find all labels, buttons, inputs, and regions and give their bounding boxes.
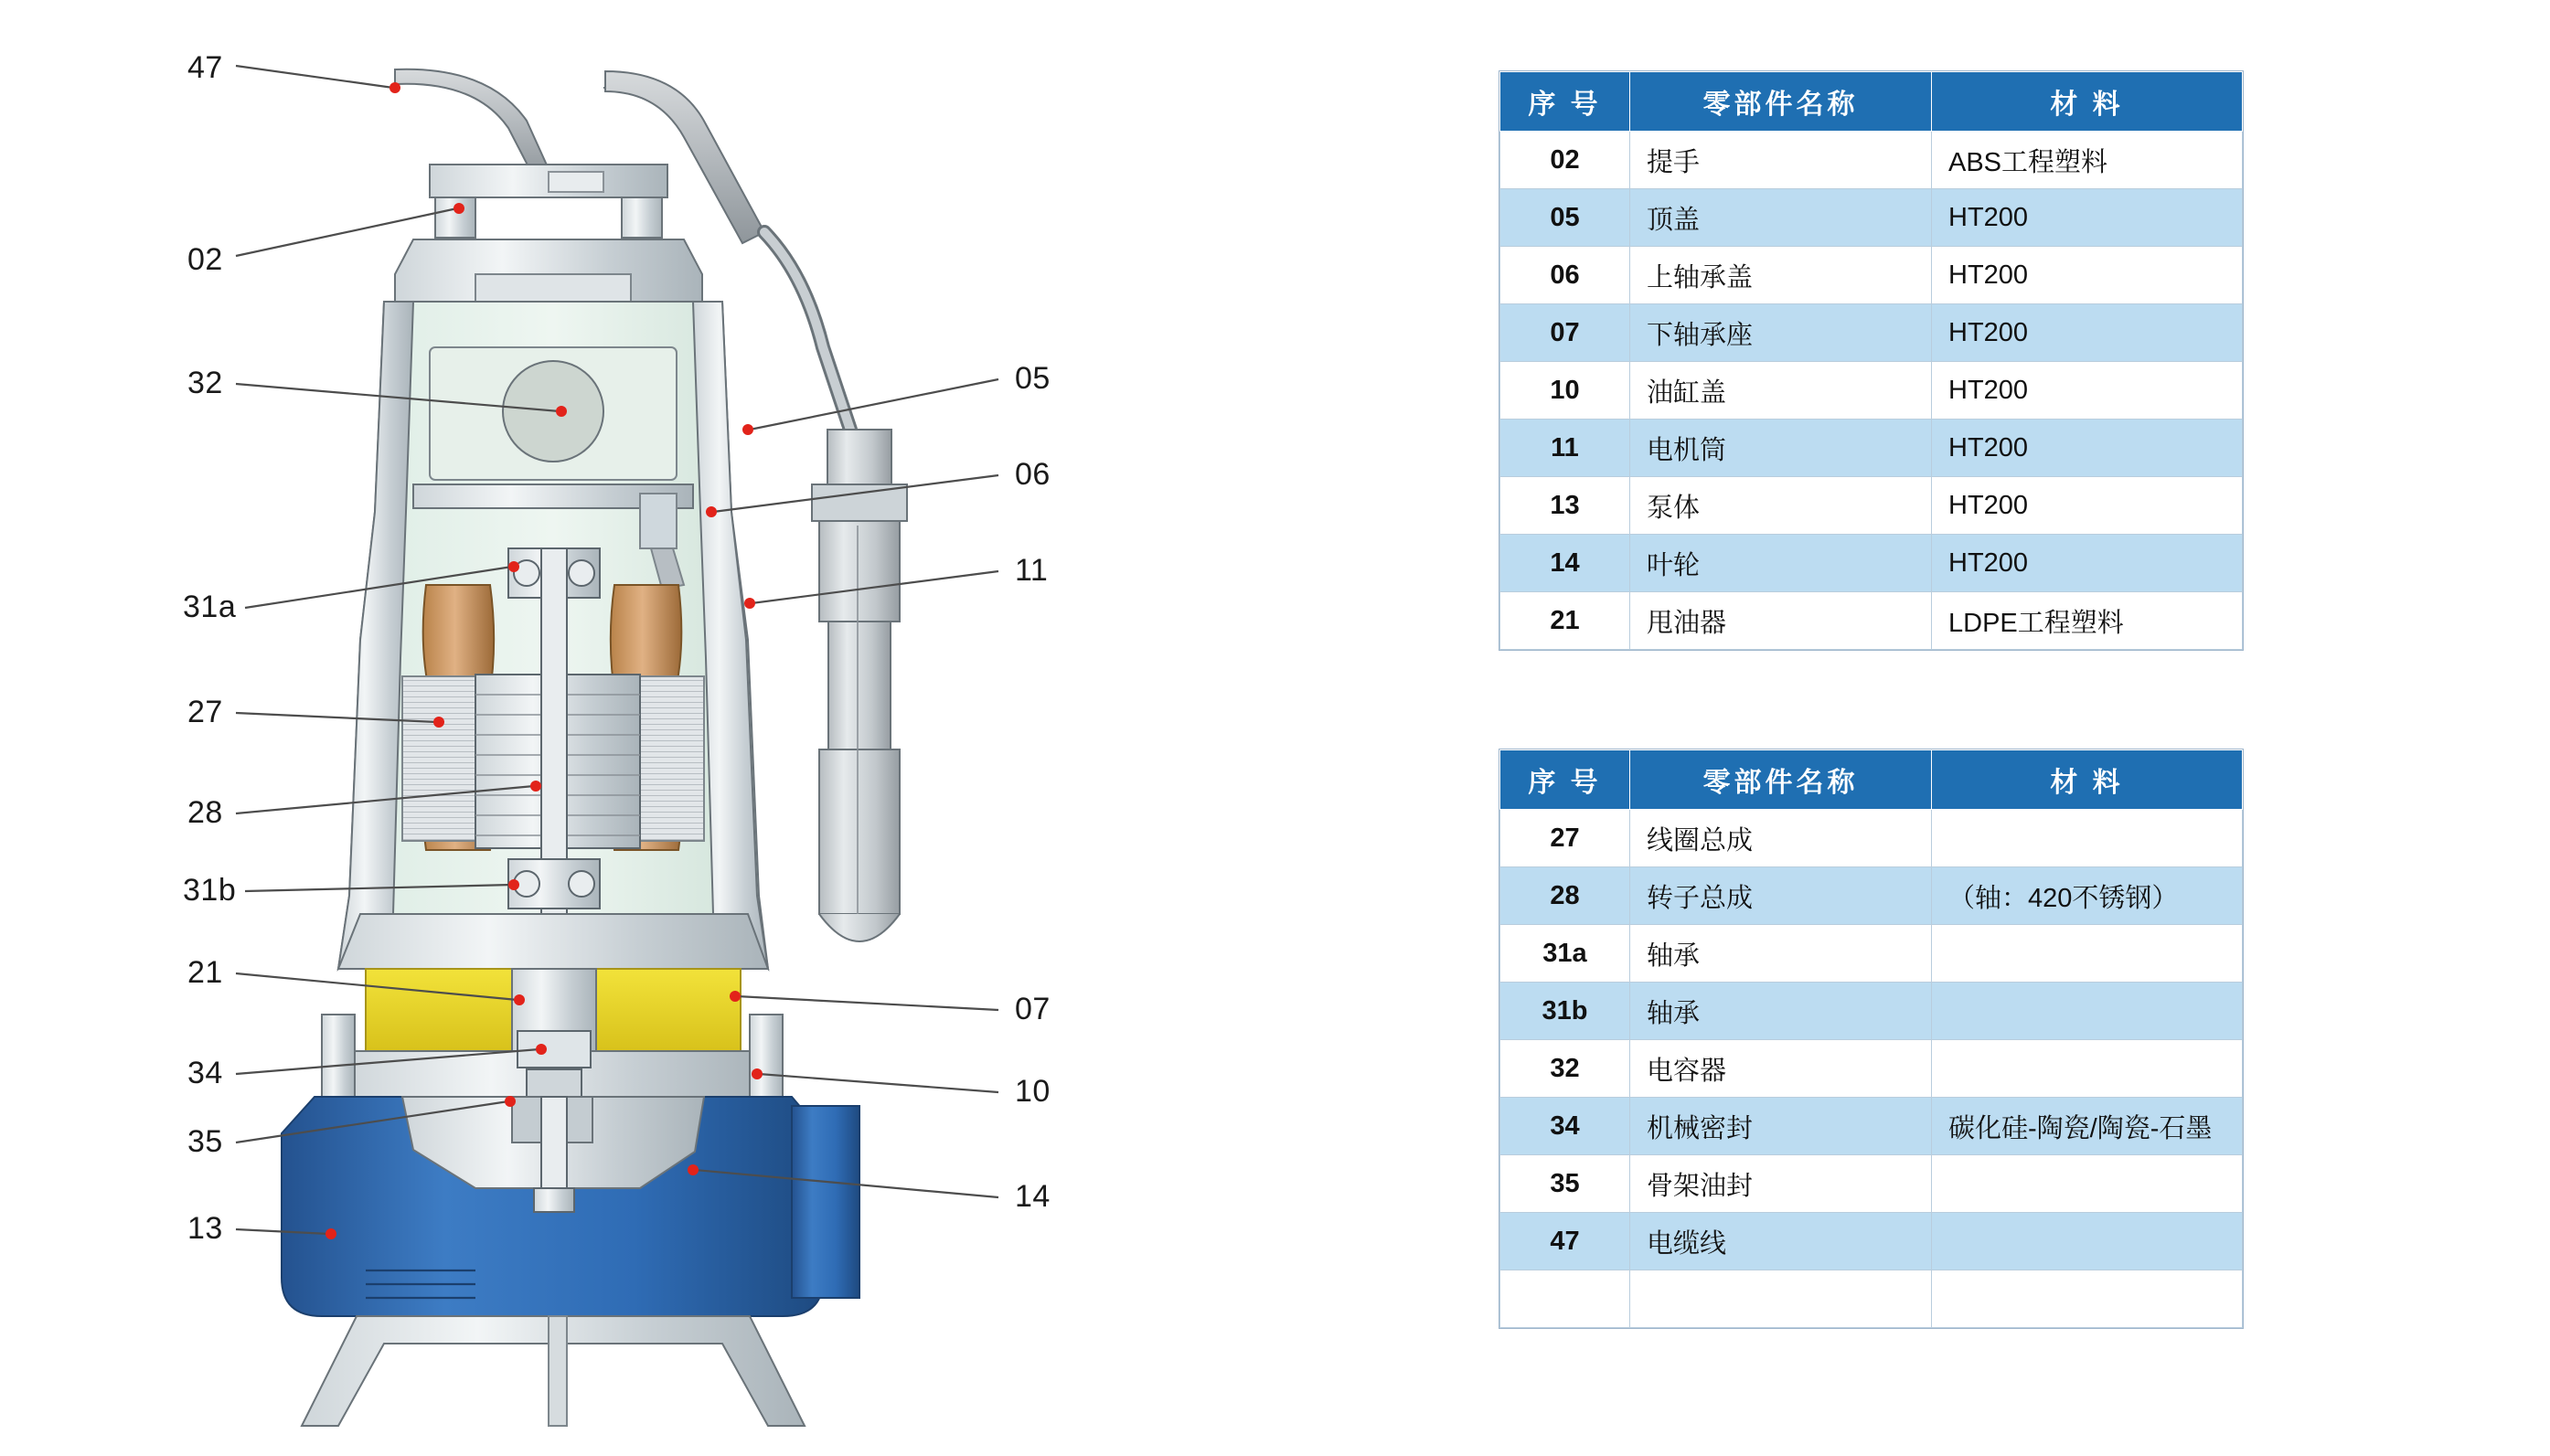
- callout-32: 32: [187, 366, 223, 400]
- cell-no: 27: [1500, 810, 1630, 867]
- cell-no: 10: [1500, 362, 1630, 420]
- callout-07: 07: [1015, 992, 1051, 1026]
- cell-mat: LDPE工程塑料: [1932, 592, 2243, 650]
- callout-31a: 31a: [183, 590, 237, 624]
- cell-part: 叶轮: [1630, 535, 1932, 592]
- cell-part: 电缆线: [1630, 1213, 1932, 1270]
- cell-no: 07: [1500, 304, 1630, 362]
- table-row: [1500, 1098, 2243, 1155]
- table-row: [1500, 477, 2243, 535]
- cell-no: 28: [1500, 867, 1630, 925]
- header-no: 序 号: [1500, 72, 1630, 132]
- cell-part: 泵体: [1630, 477, 1932, 535]
- cell-part: 轴承: [1630, 925, 1932, 983]
- table-header-row: [1500, 72, 2243, 132]
- cell-mat: HT200: [1932, 420, 2243, 477]
- cell-part: 线圈总成: [1630, 810, 1932, 867]
- header-no: 序 号: [1500, 750, 1630, 810]
- callout-14: 14: [1015, 1179, 1051, 1214]
- header-mat: 材 料: [1932, 750, 2243, 810]
- table-row: [1500, 304, 2243, 362]
- table-row: [1500, 189, 2243, 247]
- callout-47: 47: [187, 50, 223, 85]
- table-row: [1500, 1270, 2243, 1328]
- table-header-row: [1500, 750, 2243, 810]
- callout-13: 13: [187, 1211, 223, 1246]
- table-row: [1500, 362, 2243, 420]
- table-row: [1500, 810, 2243, 867]
- cell-no: 14: [1500, 535, 1630, 592]
- callout-02: 02: [187, 242, 223, 277]
- cell-no: [1500, 1270, 1630, 1328]
- cell-part: 转子总成: [1630, 867, 1932, 925]
- table-row: [1500, 420, 2243, 477]
- callout-28: 28: [187, 795, 223, 830]
- cell-no: 35: [1500, 1155, 1630, 1213]
- cell-mat: [1932, 1270, 2243, 1328]
- cell-part: 油缸盖: [1630, 362, 1932, 420]
- header-mat: 材 料: [1932, 72, 2243, 132]
- cell-no: 02: [1500, 132, 1630, 189]
- callout-11: 11: [1015, 553, 1049, 588]
- cell-no: 21: [1500, 592, 1630, 650]
- cell-part: 上轴承盖: [1630, 247, 1932, 304]
- cell-mat: HT200: [1932, 189, 2243, 247]
- cell-mat: [1932, 810, 2243, 867]
- cell-part: 下轴承座: [1630, 304, 1932, 362]
- table-row: [1500, 592, 2243, 650]
- callout-06: 06: [1015, 457, 1051, 492]
- cell-no: 47: [1500, 1213, 1630, 1270]
- cell-mat: HT200: [1932, 304, 2243, 362]
- cell-part: 顶盖: [1630, 189, 1932, 247]
- cell-no: 31b: [1500, 983, 1630, 1040]
- table-row: [1500, 247, 2243, 304]
- callout-34: 34: [187, 1056, 223, 1090]
- callout-35: 35: [187, 1124, 223, 1159]
- cell-mat: HT200: [1932, 362, 2243, 420]
- callout-21: 21: [187, 955, 223, 990]
- cell-mat: （轴：420不锈钢）: [1932, 867, 2243, 925]
- cell-no: 34: [1500, 1098, 1630, 1155]
- cell-part: 提手: [1630, 132, 1932, 189]
- cell-part: 机械密封: [1630, 1098, 1932, 1155]
- cell-mat: 碳化硅-陶瓷/陶瓷-石墨: [1932, 1098, 2243, 1155]
- cell-mat: [1932, 1213, 2243, 1270]
- header-name: 零部件名称: [1630, 72, 1932, 132]
- callout-27: 27: [187, 695, 223, 729]
- cell-mat: HT200: [1932, 477, 2243, 535]
- cell-part: [1630, 1270, 1932, 1328]
- cell-mat: [1932, 1040, 2243, 1098]
- cell-no: 11: [1500, 420, 1630, 477]
- cell-part: 轴承: [1630, 983, 1932, 1040]
- cell-mat: [1932, 925, 2243, 983]
- table-row: [1500, 1040, 2243, 1098]
- table-row: [1500, 925, 2243, 983]
- callout-leader-lines: [0, 0, 1097, 1456]
- cell-part: 甩油器: [1630, 592, 1932, 650]
- cell-no: 06: [1500, 247, 1630, 304]
- cell-no: 32: [1500, 1040, 1630, 1098]
- cell-mat: [1932, 1155, 2243, 1213]
- cell-part: 电容器: [1630, 1040, 1932, 1098]
- callout-31b: 31b: [183, 873, 237, 908]
- parts-table-upper: [1499, 71, 2243, 650]
- cell-mat: ABS工程塑料: [1932, 132, 2243, 189]
- callout-05: 05: [1015, 361, 1051, 396]
- cell-no: 13: [1500, 477, 1630, 535]
- table-row: [1500, 535, 2243, 592]
- cell-no: 31a: [1500, 925, 1630, 983]
- cell-mat: HT200: [1932, 247, 2243, 304]
- table-row: [1500, 1213, 2243, 1270]
- parts-table-lower: [1499, 749, 2243, 1328]
- cell-part: 电机筒: [1630, 420, 1932, 477]
- cell-no: 05: [1500, 189, 1630, 247]
- cell-mat: HT200: [1932, 535, 2243, 592]
- cell-part: 骨架油封: [1630, 1155, 1932, 1213]
- table-row: [1500, 983, 2243, 1040]
- table-row: [1500, 1155, 2243, 1213]
- header-name: 零部件名称: [1630, 750, 1932, 810]
- cell-mat: [1932, 983, 2243, 1040]
- callout-10: 10: [1015, 1074, 1051, 1109]
- table-row: [1500, 132, 2243, 189]
- table-row: [1500, 867, 2243, 925]
